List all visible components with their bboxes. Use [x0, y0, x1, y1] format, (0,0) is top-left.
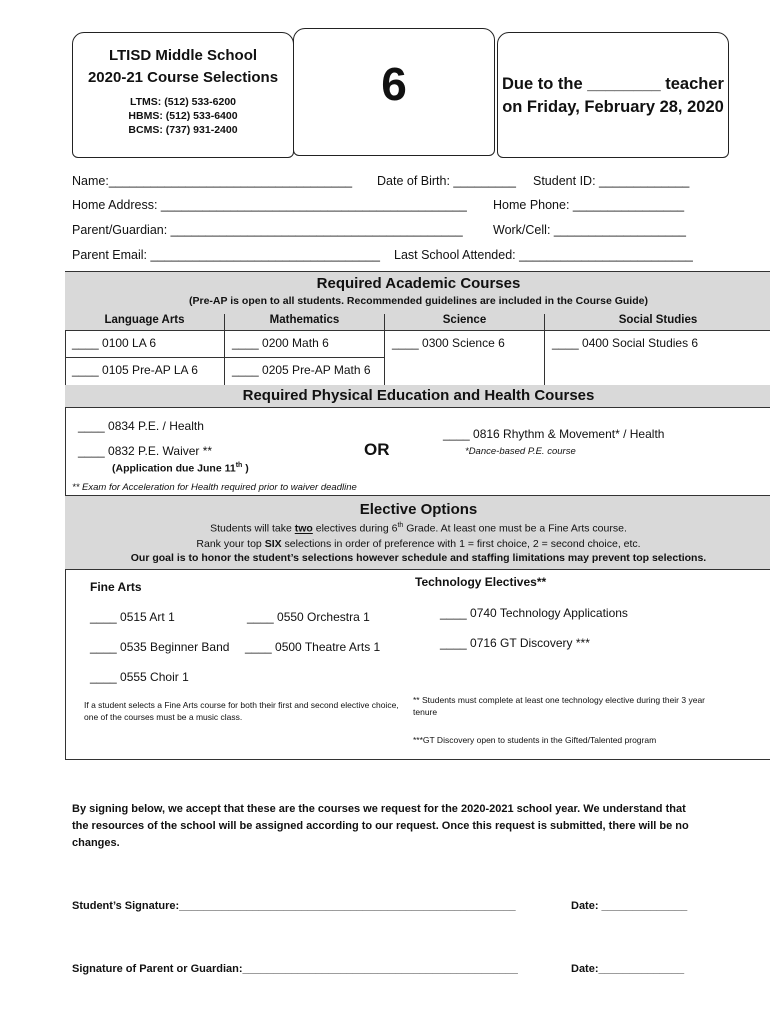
work-cell-field[interactable]: Work/Cell: ___________________ [493, 223, 686, 237]
parent-email-field[interactable]: Parent Email: _________________________________ [72, 248, 380, 262]
course-0515-art1[interactable]: ____ 0515 Art 1 [90, 610, 175, 624]
due-date-box [497, 32, 729, 158]
fine-arts-music-note: If a student selects a Fine Arts course for both their first and second elective choice, one of the courses must be a music class. [84, 700, 399, 722]
elective-title: Elective Options [359, 501, 478, 518]
phone-bcms: BCMS: (737) 931-2400 [128, 124, 238, 136]
course-0100-la6[interactable]: ____ 0100 LA 6 [72, 336, 157, 350]
course-0555-choir1[interactable]: ____ 0555 Choir 1 [90, 670, 189, 684]
academic-header [65, 272, 770, 313]
col-social-studies: Social Studies [618, 314, 698, 326]
course-0816-rhythm-movement[interactable]: ____ 0816 Rhythm & Movement* / Health [443, 427, 665, 441]
phone-ltms: LTMS: (512) 533-6200 [129, 96, 236, 108]
info-row-3 [72, 223, 686, 237]
academic-title: Required Academic Courses [316, 275, 521, 292]
pe-title: Required Physical Education and Health Courses [242, 387, 595, 404]
academic-subtitle: (Pre-AP is open to all students. Recommended guidelines are included in the Course Guide) [189, 295, 648, 307]
name-field[interactable]: Name:___________________________________ [72, 174, 353, 188]
elective-line-2: Rank your top SIX selections in order of preference with 1 = first choice, 2 = second choice, etc. [196, 537, 641, 550]
home-phone-field[interactable]: Home Phone: ________________ [493, 198, 685, 212]
course-0200-math6[interactable]: ____ 0200 Math 6 [232, 336, 329, 350]
or-label: OR [364, 440, 390, 459]
phone-hbms: HBMS: (512) 533-6400 [128, 110, 238, 122]
guardian-field[interactable]: Parent/Guardian: __________________________________________ [72, 223, 463, 237]
acceleration-exam-note: ** Exam for Acceleration for Health required prior to waiver deadline [72, 482, 357, 493]
student-date-field[interactable]: Date: ______________ [571, 900, 688, 912]
home-address-field[interactable]: Home Address: ____________________________________________ [72, 198, 467, 212]
academic-columns [65, 312, 770, 331]
dance-based-note: *Dance-based P.E. course [465, 446, 576, 457]
course-0716-gt-discovery[interactable]: ____ 0716 GT Discovery *** [440, 636, 590, 650]
grade-number: 6 [381, 58, 407, 110]
course-0834-pe-health[interactable]: ____ 0834 P.E. / Health [78, 419, 204, 433]
course-0740-technology-applications[interactable]: ____ 0740 Technology Applications [440, 606, 628, 620]
course-0400-social-studies6[interactable]: ____ 0400 Social Studies 6 [552, 336, 699, 350]
fine-arts-heading: Fine Arts [90, 580, 142, 594]
course-0550-orchestra1[interactable]: ____ 0550 Orchestra 1 [247, 610, 370, 624]
due-line-2: on Friday, February 28, 2020 [502, 98, 724, 116]
last-school-field[interactable]: Last School Attended: _________________________ [394, 248, 693, 262]
info-row-1 [72, 174, 690, 188]
course-0205-preap-math6[interactable]: ____ 0205 Pre-AP Math 6 [232, 363, 371, 377]
info-row-4 [72, 248, 693, 262]
student-signature-field[interactable]: Student’s Signature:_______________________________________________________ [72, 900, 516, 912]
school-info-box [72, 32, 294, 158]
agreement-text: By signing below, we accept that these are the courses we request for the 2020-2021 school year. We understand that the resources of the school will be assigned according to our request. Once this request is submitted, there will be no changes. [72, 803, 689, 849]
course-0105-preap-la6[interactable]: ____ 0105 Pre-AP LA 6 [72, 363, 198, 377]
course-0535-beginner-band[interactable]: ____ 0535 Beginner Band [90, 640, 230, 654]
col-science: Science [385, 314, 545, 330]
elective-header [65, 495, 770, 570]
student-id-field[interactable]: Student ID: _____________ [533, 174, 690, 188]
elective-line-3: Our goal is to honor the student’s selections however schedule and staffing limitations may prevent top selections. [130, 551, 707, 564]
grade-box [293, 28, 495, 156]
dob-field[interactable]: Date of Birth: _________ [377, 174, 516, 188]
form-title: 2020-21 Course Selections [87, 69, 279, 86]
elective-line-1: Students will take two electives during 6th Grade. At least one must be a Fine Arts course. [210, 522, 627, 535]
technology-requirement-note: ** Students must complete at least one technology elective during their 3 year tenure [413, 695, 706, 717]
course-0500-theatre-arts1[interactable]: ____ 0500 Theatre Arts 1 [245, 640, 381, 654]
parent-date-field[interactable]: Date:______________ [571, 963, 685, 975]
due-line-1: Due to the ________ teacher [502, 75, 724, 93]
col-mathematics: Mathematics [225, 314, 385, 330]
col-language-arts: Language Arts [65, 314, 225, 330]
info-row-2 [72, 198, 685, 212]
course-0300-science6[interactable]: ____ 0300 Science 6 [392, 336, 505, 350]
parent-signature-field[interactable]: Signature of Parent or Guardian:_____________________________________________ [72, 963, 518, 975]
school-name: LTISD Middle School [108, 47, 258, 64]
technology-electives-heading: Technology Electives** [415, 575, 547, 589]
waiver-application-note: (Application due June 11th ) [112, 462, 249, 475]
course-0832-pe-waiver[interactable]: ____ 0832 P.E. Waiver ** [78, 444, 213, 458]
gt-discovery-note: ***GT Discovery open to students in the Gifted/Talented program [413, 735, 657, 745]
pe-header [65, 385, 770, 408]
